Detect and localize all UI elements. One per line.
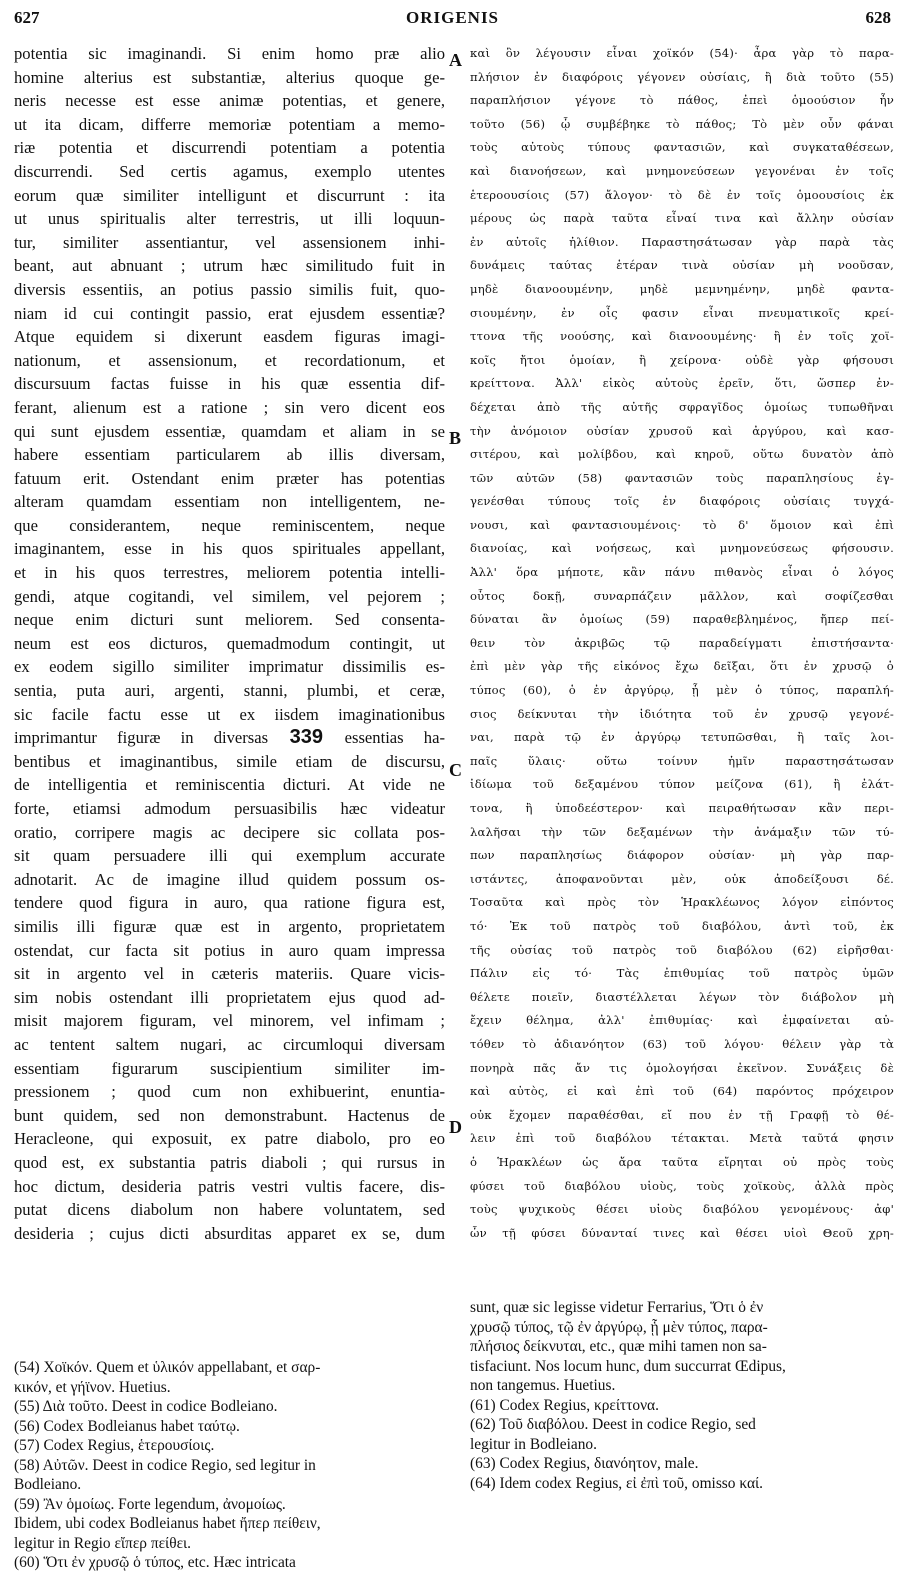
greek-column [470, 42, 894, 1245]
text-line: misit majorem figuram, vel minorem, vel infimam ; [14, 1011, 445, 1031]
text-line: putat dicens diabolum non habere voluntatem, sed [14, 1200, 445, 1220]
text-line: γενέσθαι τύπους τοῖς ἐν διαφόροις οὐσίαις τυγχά- [470, 494, 894, 509]
text-line: σιτέρου, καὶ μολίβδου, καὶ κηροῦ, οὕτω δυνατὸν ἀπὸ [470, 447, 894, 462]
text-line: ex eodem sigillo similiter imprimatur dissimilis es- [14, 657, 445, 677]
text-line: τονα, ἢ ὑποδεέστερον· καὶ πειραθήτωσαν κἂν περι- [470, 801, 894, 815]
text-line: ut ita dicam, differre memoriæ potentiam a memo- [14, 114, 445, 134]
text-line: νουσι, καὶ φαντασιουμένοις· τὸ δ' ὅμοιον καὶ ἐπὶ [470, 517, 894, 532]
text-line: similis illi figuræ quæ est in argento, proprietatem [14, 916, 445, 936]
margin-letter-d: D [449, 1117, 462, 1137]
text-line: θέλετε ποιεῖν, διαστέλλεται λέγων τὸν διάβολον μὴ [470, 989, 894, 1004]
text-line: discurrendi. Sed certis agamus, exemplo utentes [14, 161, 445, 181]
text-line: ναι, παρὰ τῷ ἐν ἀργύρῳ τετυπῶσθαι, ἢ ταῖς λοι- [470, 730, 894, 745]
text-line: πων παραπλησίως διάφορον οὐσίαν· μὴ γὰρ παρ- [470, 848, 894, 863]
text-line: et in his quos terrestres, meliorem potentia intelli- [14, 563, 445, 583]
text-line: neum est eos dicturos, quemadmodum contingit, ut [14, 633, 445, 653]
footnote-line: (62) Τοῦ διαβόλου. Deest in codice Regio, sed [470, 1416, 756, 1433]
text-line: sit quam persuadere illi qui exemplum accurate [14, 846, 445, 866]
text-line: καὶ αὐτὸς, εἰ καὶ ἐπὶ τοῦ (64) παρόντος πρόχειρον [470, 1084, 894, 1099]
text-line: σιουμένην, ἐν οἷς φασιν εἶναι πνευματικοῖς κρεί- [470, 305, 894, 320]
text-line: παραπλήσιον γέγονε τὸ πάθος, ἐπεὶ ὁμοούσιον ἦν [470, 93, 894, 108]
text-line: diversis essentiis, an potius passio similis fuit, quo- [14, 279, 445, 299]
footnote-line: πλήσιος δείκνυται, etc., quæ mihi tamen non sa- [470, 1338, 767, 1355]
text-line: eorum quæ similiter intelligunt et discurrunt : ita [14, 185, 445, 205]
text-line: μέρους ὡς παρὰ ταῦτα εἶναί τινα καὶ ἄλλην οὐσίαν [470, 211, 894, 226]
footnote-line: (64) Idem codex Regius, εἰ ἐπὶ τοῦ, omisso καί. [470, 1474, 764, 1492]
text-line: τὴν ἀνόμοιον οὐσίαν χρυσοῦ καὶ ἀργύρου, καὶ κασ- [470, 423, 894, 438]
text-line: hoc dictum, desideria patris vestri vultis facere, dis- [14, 1176, 445, 1196]
text-line: essentiam figurarum suscipientium similiter im- [14, 1058, 445, 1078]
footnote-line: sunt, quæ sic legisse videtur Ferrarius, Ὅτι ὁ ἐν [470, 1299, 764, 1316]
text-line: τοῦτο (56) ᾧ συμβέβηκε τὸ πάθος; Τὸ μὲν οὖν φάναι [470, 116, 894, 131]
text-line-tail: essentias ha- [344, 728, 445, 748]
footnote-line: (58) Αὐτῶν. Deest in codice Regio, sed legitur in [14, 1456, 316, 1474]
text-line: sentia, puta auri, argenti, stanni, plumbi, et ceræ, [14, 681, 445, 701]
text-line: δυνάμεις ταύτας ἑτέραν τινὰ οὐσίαν μὴ νοοῦσαν, [470, 258, 894, 273]
text-line: τύπος (60), ὁ ἐν ἀργύρῳ, ᾗ μὲν ὁ τύπος, παραπλή- [470, 683, 894, 698]
text-line: παῖς ὕλαις· οὕτω τοίνυν ἡμῖν παραστησάτωσαν [470, 753, 894, 768]
margin-letter-b: B [449, 428, 462, 448]
footnote-line: (61) Codex Regius, κρείττονα. [470, 1396, 659, 1414]
margin-letter-a: A [449, 50, 462, 70]
text-line: δύναται ἂν ὁμοίως (59) παραθεβλημένος, ἤπερ πεί- [470, 612, 894, 627]
text-line: habere essentiam particularem ab illis diversam, [14, 445, 445, 465]
text-line: fatuum erit. Ostendant enim præter has potentias [14, 468, 445, 488]
text-line: κρείττονα. Ἀλλ' εἰκὸς αὐτοὺς ἐρεῖν, ὅτι, ὥσπερ ἐν- [470, 376, 894, 391]
running-title: ORIGENIS [405, 8, 500, 27]
margin-letter-c: C [449, 760, 462, 780]
text-line: ὧν τῇ φύσει δύνανταί τινες καὶ θέσει υἱοὶ Θεοῦ χρη- [470, 1225, 894, 1240]
text-line: ιστάντες, ἀποφανοῦνται μὲν, οὐκ ἀποδείξουσι δέ. [470, 871, 894, 886]
footnotes-right [470, 1298, 894, 1493]
text-line: sic facile factu esse ut ex iisdem imaginationibus [14, 704, 445, 724]
footnote-line: Bodleiano. [14, 1476, 82, 1493]
text-line: ac tentent saltem nugari, ac circumloqui diversam [14, 1034, 445, 1054]
text-line: ἐπὶ μὲν γὰρ τῆς εἰκόνος ἔχω δεῖξαι, ὅτι ἐν χρυσῷ ὁ [470, 659, 894, 674]
text-line: λαλῆσαι τὴν τῶν δεξαμένων τὴν ἀνάμαξιν τῶν τύ- [470, 824, 894, 839]
text-line: τοὺς ψυχικοὺς θέσει υἱοὺς διαβόλου γενομένους· ἀφ' [470, 1202, 894, 1217]
text-line: ὁ Ἡρακλέων ὡς ἄρα ταῦτα εἴρηται οὐ πρὸς τοὺς [470, 1154, 894, 1169]
footnote-line: legitur in Regio εἴπερ πείθει. [14, 1534, 192, 1552]
footnote-line: κικόν, et γήϊνον. Huetius. [14, 1378, 171, 1396]
text-line: ferant, alienum est a ratione ; sin vero dicent eos [14, 397, 445, 417]
text-line: oratio, corripere magis ac decipere sic collata pos- [14, 822, 445, 842]
footnote-line: legitur in Bodleiano. [470, 1435, 597, 1453]
text-line: Ἀλλ' ὅρα μήποτε, κἂν πάνυ πιθανὸς εἶναι ὁ λόγος [470, 565, 894, 580]
text-line: Atque equidem si dixerunt easdem figuras imagi- [14, 327, 445, 347]
page-header [0, 8, 905, 34]
text-line: beant, aut abnuant ; utrum hæc similitudo fuit in [14, 256, 445, 276]
footnotes-left [14, 1358, 445, 1573]
text-line: φύσει τοῦ διαβόλου υἱοὺς, τοὺς χοϊκοὺς, ἀλλὰ πρὸς [470, 1178, 894, 1193]
text-line: τῶν αὐτῶν (58) φαντασιῶν τοὺς παραπλησίους ἐγ- [470, 470, 894, 485]
text-line: tur, similiter assentiantur, vel assensionem inhi- [14, 232, 445, 252]
text-line: ostendat, cur facta sit potius in auro quam impressa [14, 940, 445, 960]
footnote-line: (57) Codex Regius, ἑτερουσίοις. [14, 1437, 215, 1454]
latin-column [14, 42, 445, 1245]
text-line: ut unus spiritualis alter terrestris, ut illi loquun- [14, 209, 445, 229]
text-line: θειν τὸν ἀκριβῶς τῷ παραδείγματι ἐπιστήσαντα· [470, 635, 894, 650]
footnote-line: χρυσῷ τύπος, τῷ ἐν ἀργύρῳ, ᾗ μὲν τύπος, παρα- [470, 1318, 768, 1336]
text-line: τό· Ἐκ τοῦ πατρὸς τοῦ διαβόλου, ἀντὶ τοῦ, ἐκ [470, 918, 894, 933]
footnote-line: (56) Codex Bodleianus habet ταύτῳ. [14, 1417, 240, 1435]
text-line: de intelligentia et reminiscentia dicturi. At vide ne [14, 775, 445, 795]
text-line: pressionem ; quod cum non exhibuerint, enuntia- [14, 1082, 445, 1102]
text-line: potentia sic imaginandi. Si enim homo præ alio [14, 44, 445, 63]
text-line: πονηρὰ πᾶς ἄν τις ὁμολογήσαι ἐκεῖνον. Συνάξεις δὲ [470, 1060, 894, 1075]
text-line: tendere quod figura in auro, qua ratione figura est, [14, 893, 445, 913]
text-line: sim nobis ostendant illi proprietatem ejus quod ad- [14, 987, 445, 1007]
text-line: imaginantem, esse in his quos spirituales appellant, [14, 539, 445, 559]
footnote-line: (63) Codex Regius, διανόητον, male. [470, 1455, 699, 1472]
text-line: ἰδίωμα τοῦ δεξαμένου τύπον μείζονα (61), ἢ ἐλάτ- [470, 777, 894, 792]
text-line: Πάλιν εἰς τό· Τὰς ἐπιθυμίας τοῦ πατρὸς ὑμῶν [470, 966, 894, 981]
text-line: Τοσαῦτα καὶ πρὸς τὸν Ἡρακλέωνος λόγον εἰπόντος [470, 895, 894, 910]
footnote-line: (54) Χοϊκόν. Quem et ὑλικόν appellabant, et σαρ- [14, 1359, 321, 1376]
text-line: desideria ; cujus dicti absurditas apparet ex se, dum [14, 1223, 445, 1243]
text-line: ἔχειν θέλημα, ἀλλ' ἐπιθυμίας· καὶ ἐμφαίνεται αὐ- [470, 1013, 894, 1028]
page-number-left: 627 [14, 8, 40, 27]
text-line: καὶ διανοήσεων, καὶ μνημονεύσεων γεγονέναι ἐν τοῖς [470, 163, 894, 178]
text-line: que considerantem, neque reminiscentem, neque [14, 515, 445, 535]
text-line: imprimantur figuræ in diversas 339 essentias ha- [14, 726, 445, 749]
text-line: μηδὲ διανοουμένην, μηδὲ μεμνημένην, μηδὲ φαντα- [470, 281, 894, 296]
text-line: δέχεται ἀπὸ τῆς αὐτῆς σφραγῖδος ὁμοίως τυπωθῆναι [470, 399, 894, 414]
text-line: ἑτεροουσίοις (57) ἄλογον· τὸ δὲ ἐν τοῖς ὁμοουσίοις ἐκ [470, 187, 894, 202]
text-line: quod est, ex substantia patris diaboli ; qui rursus in [14, 1152, 445, 1172]
text-line: bentibus et imaginantibus, simile etiam de discursu, [14, 751, 445, 771]
text-line: forte, etiamsi admodum persuasibilis hæc videatur [14, 799, 445, 818]
text-line: neque enim dicturi sunt meliorem. Sed consenta- [14, 610, 445, 630]
footnote-line: non tangemus. Huetius. [470, 1377, 616, 1394]
column-number: 339 [268, 726, 345, 749]
text-line: qui sunt ejusdem essentiæ, quamdam et aliam in se [14, 421, 445, 441]
text-line: τόθεν τὸ ἀδιανόητον (63) τοῦ λόγου· θέλειν γὰρ τὰ [470, 1036, 894, 1051]
text-line: τοὺς αὐτοὺς τύπους φαντασιῶν, καὶ συγκαταθέσεων, [470, 140, 894, 155]
text-line: alteram quamdam essentiam non intelligentem, ne- [14, 492, 445, 512]
text-line: ἐν αὐτοῖς ἠλίθιον. Παραστησάτωσαν γὰρ παρὰ τὰς [470, 234, 894, 249]
footnote-line: tisfaciunt. Nos locum hunc, dum succurrat Œdipus, [470, 1357, 786, 1375]
page-number-right: 628 [865, 8, 891, 27]
text-line: σιος δείκνυται τὴν ἰδιότητα τοῦ ἐν χρυσῷ γεγονέ- [470, 706, 894, 721]
footnote-line: Ibidem, ubi codex Bodleianus habet ἤπερ πείθειν, [14, 1515, 321, 1532]
text-line: καὶ ὃν λέγουσιν εἶναι χοϊκόν (54)· ἆρα γὰρ τὸ παρα- [470, 46, 894, 60]
text-line: riæ potentia et discurrendi potentiam a potentia [14, 138, 445, 158]
text-line: nationum, et assensionum, et recordationum, et [14, 350, 445, 370]
text-line: niam id cui contingit passio, erat ejusdem essentiæ? [14, 303, 445, 323]
footnote-line: (60) Ὅτι ἐν χρυσῷ ὁ τύπος, etc. Hæc intricata [14, 1554, 296, 1571]
footnote-line: (55) Διὰ τοῦτο. Deest in codice Bodleiano. [14, 1398, 278, 1415]
text-line: πλήσιον ἐν διαφόροις γέγονεν οὐσίαις, ἢ διὰ τοῦτο (55) [470, 69, 894, 84]
footnote-line: (59) Ἂν ὁμοίως. Forte legendum, ἀνομοίως. [14, 1495, 286, 1513]
text-line: κοῖς ἤτοι ὁμοίαν, ἢ χείρονα· οὐδὲ γὰρ φήσουσι [470, 352, 894, 367]
text-line: sit in argento vel in cæteris materiis. Quare vicis- [14, 964, 445, 984]
text-line: ττονα τῆς νοούσης, καὶ διανοουμένης· ἢ ἐν τοῖς χοϊ- [470, 329, 894, 344]
text-line: τῆς οὐσίας τοῦ πατρὸς τοῦ διαβόλου (62) εἰρῆσθαι· [470, 942, 894, 957]
text-line: bunt quidem, sed non demonstrabunt. Hactenus de [14, 1105, 445, 1125]
text-line: gendi, atque cogitandi, vel similem, vel pejorem ; [14, 586, 445, 606]
text-line: Heracleone, qui exposuit, ex patre diabolo, pro eo [14, 1129, 445, 1149]
text-line: οὗτος δοκῇ, συναρπάζειν μᾶλλον, καὶ σοφίζεσθαι [470, 588, 894, 603]
text-line: οὐκ ἔχομεν παραθέσθαι, εἴ που ἐν τῇ Γραφῇ τὸ θέ- [470, 1107, 894, 1122]
text-line: neris necesse est esse animæ potentias, et genere, [14, 91, 445, 111]
text-line: adnotarit. Ac de imagine illud quidem possum os- [14, 869, 445, 889]
text-line: discursuum factas fuisse in his quæ essentia dif- [14, 374, 445, 394]
text-line: homine alterius est substantiæ, alterius quoque ge- [14, 67, 445, 87]
text-line: λειν ἐπὶ τοῦ διαβόλου τέτακται. Μετὰ ταῦτά φησιν [470, 1131, 894, 1146]
text-line: διανοίας, καὶ νοήσεως, καὶ μνημονεύσεως φήσουσιν. [470, 541, 894, 556]
